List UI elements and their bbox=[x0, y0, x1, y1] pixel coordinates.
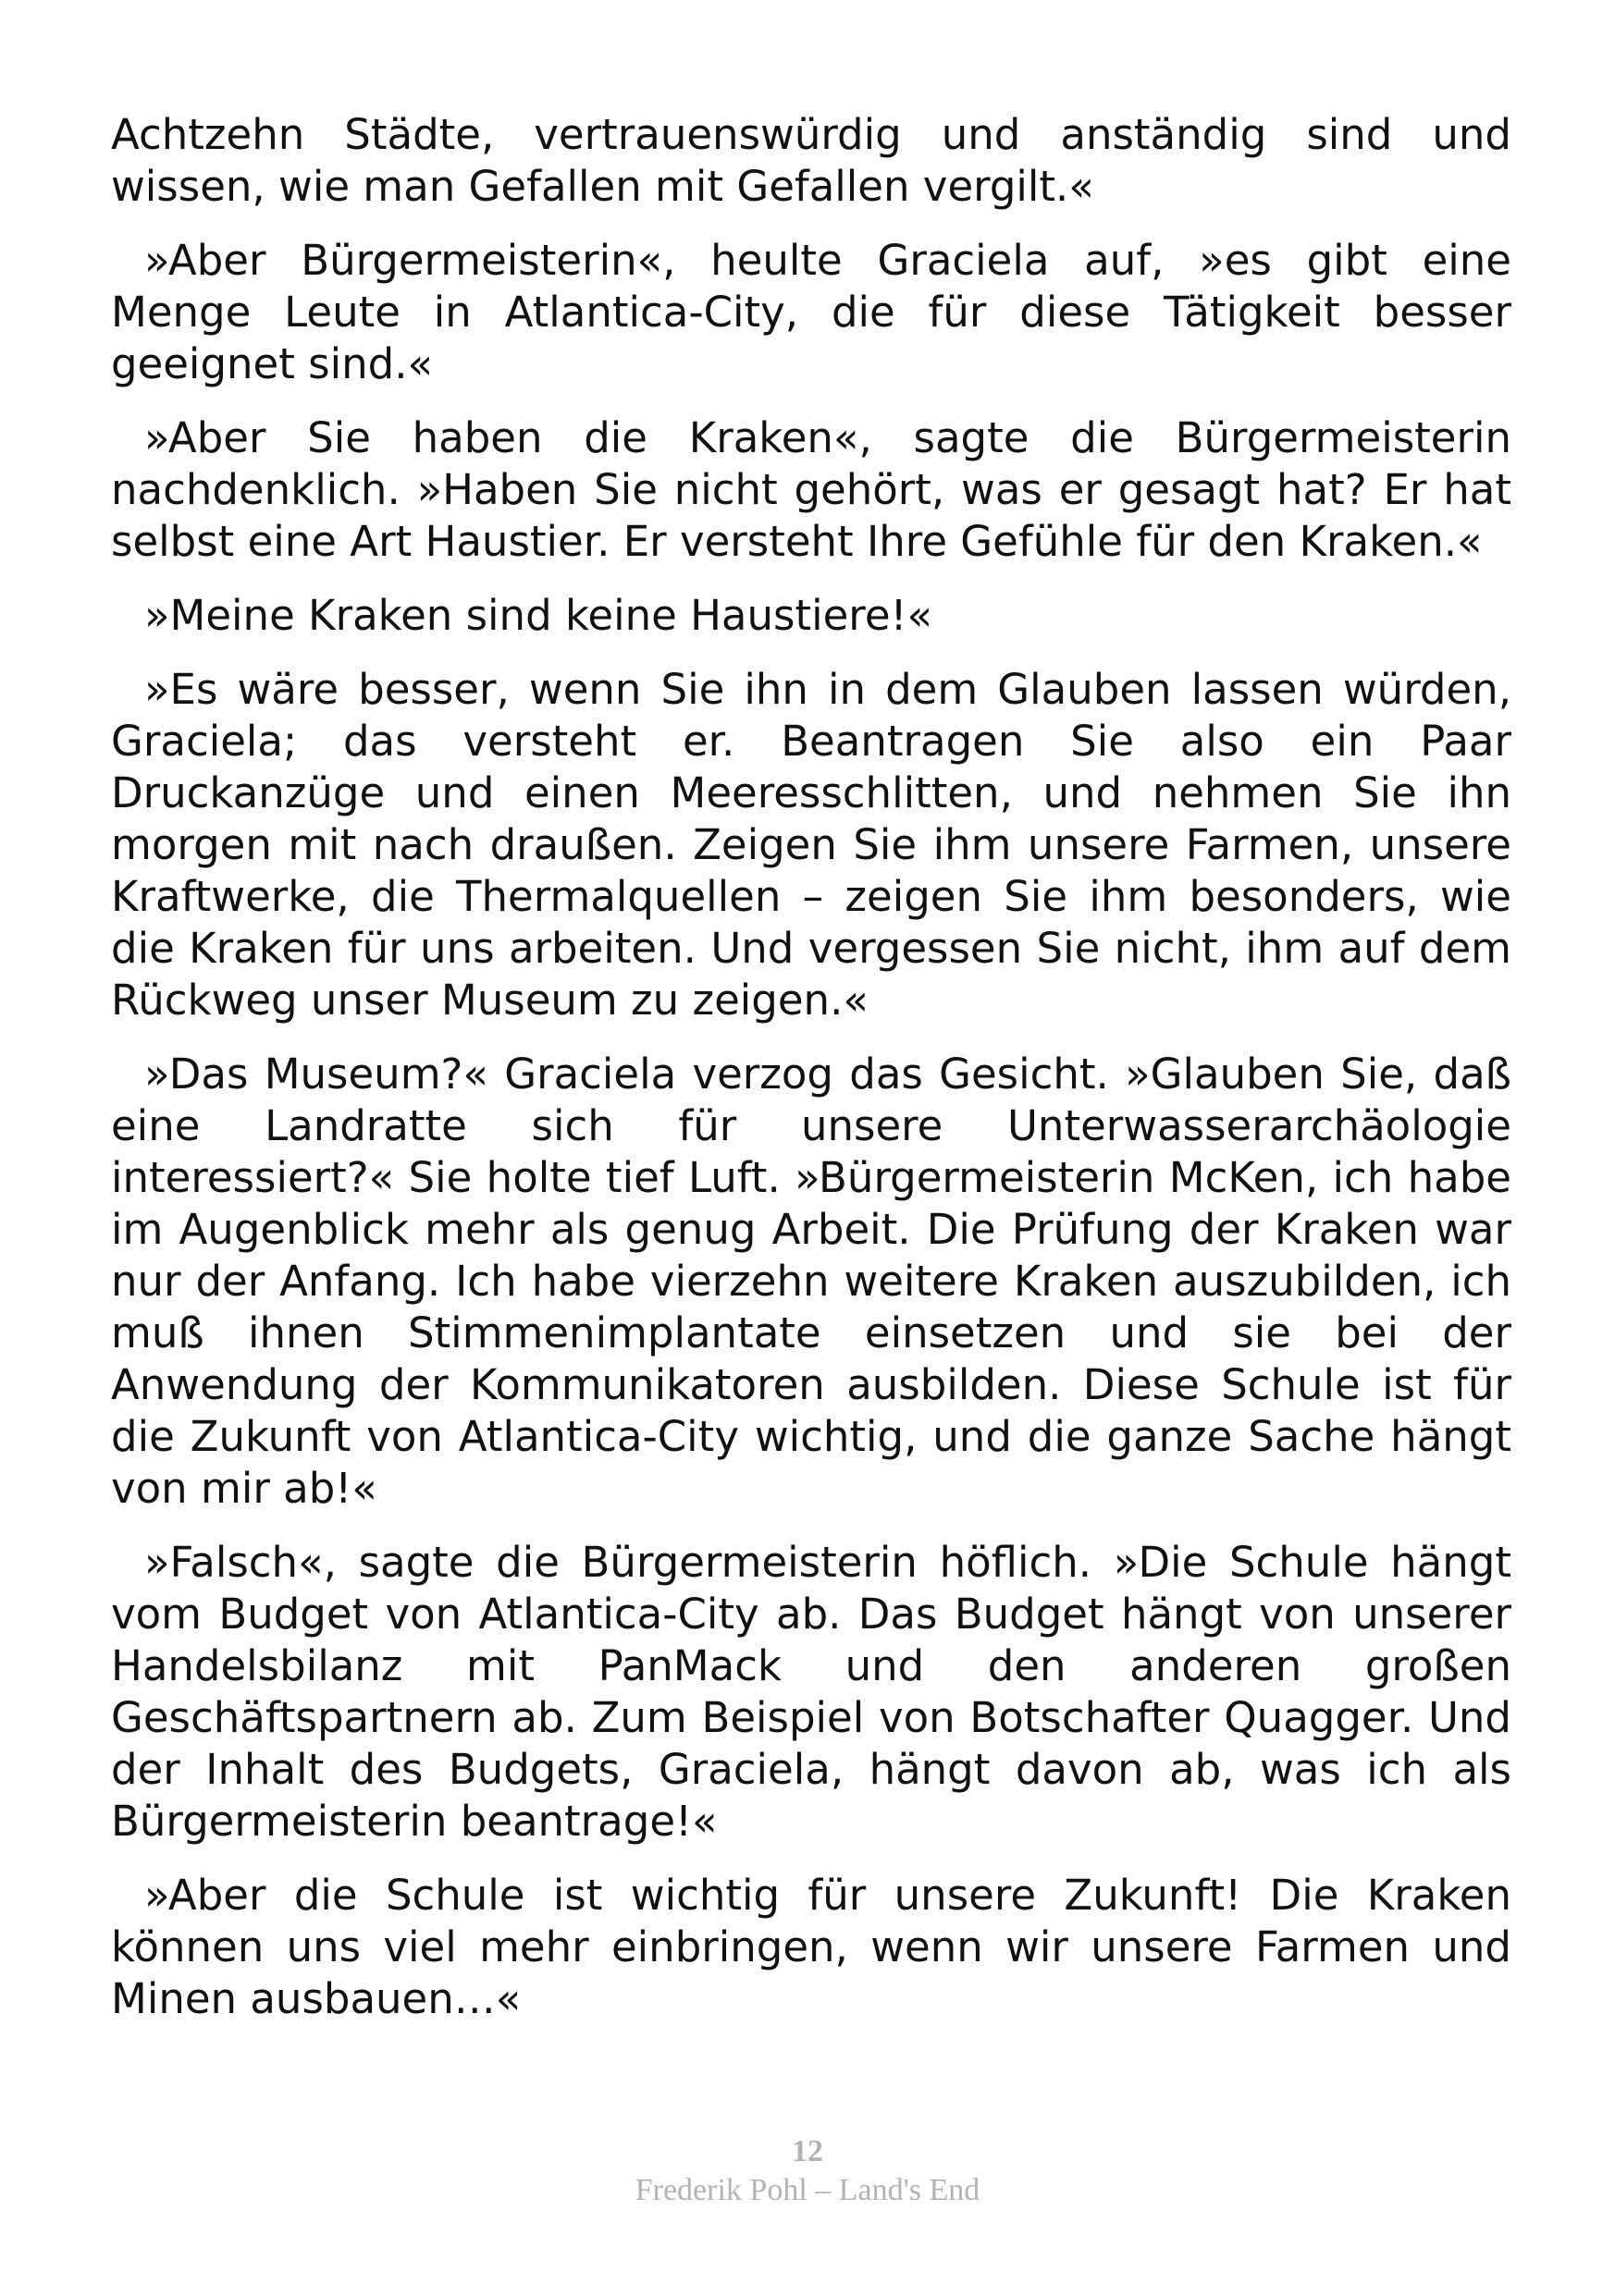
paragraph: »Meine Kraken sind keine Haustiere!« bbox=[144, 591, 933, 640]
paragraph: »Aber Bürgermeisterin«, heulte Graciela auf, »es gibt eine Menge Leute in Atlantica-City, die für diese Tätigkeit besser geeignet sind.« bbox=[111, 236, 1511, 388]
paragraph: »Falsch«, sagte die Bürgermeisterin höflich. »Die Schule hängt vom Budget von Atlantica-City ab. Das Budget hängt von unserer Handelsbilanz mit PanMack und den anderen großen Geschäftspartnern ab. Zum Beispiel von Botschafter Quagger. Und der Inhalt des Budgets, Graciela, hängt davon ab, was ich als Bürgermeisterin beantrage!« bbox=[111, 1538, 1511, 1846]
paragraph: »Es wäre besser, wenn Sie ihn in dem Glauben lassen würden, Graciela; das versteht er. Beantragen Sie also ein Paar Druckanzüge und einen Meeresschlitten, und nehmen Sie ihn morgen mit nach draußen. Zeigen Sie ihm unsere Farmen, unsere Kraftwerke, die Thermalquellen – zeigen Sie ihm besonders, wie die Kraken für uns arbeiten. Und vergessen Sie nicht, ihm auf dem Rückweg unser Museum zu zeigen.« bbox=[111, 665, 1511, 1025]
paragraph: »Das Museum?« Graciela verzog das Gesicht. »Glauben Sie, daß eine Landratte sich für unsere Unterwasserarchäologie interessiert?« Sie holte tief Luft. »Bürgermeisterin McKen, ich habe im Augenblick mehr als genug Arbeit. Die Prüfung der Kraken war nur der Anfang. Ich habe vierzehn weitere Kraken auszubilden, ich muß ihnen Stimmenimplantate einsetzen und sie bei der Anwendung der Kommunikatoren ausbilden. Diese Schule ist für die Zukunft von Atlantica-City wichtig, und die ganze Sache hängt von mir ab!« bbox=[111, 1050, 1511, 1513]
paragraph: »Aber die Schule ist wichtig für unsere Zukunft! Die Kraken können uns viel mehr einbringen, wenn wir unsere Farmen und Minen ausbauen…« bbox=[111, 1871, 1511, 2023]
book-info: Frederik Pohl – Land's End bbox=[635, 2173, 980, 2207]
paragraph: »Aber Sie haben die Kraken«, sagte die Bürgermeisterin nachdenklich. »Haben Sie nicht gehört, was er gesagt hat? Er hat selbst eine Art Haustier. Er versteht Ihre Gefühle für den Kraken.« bbox=[111, 413, 1511, 566]
body-text bbox=[111, 109, 1511, 2047]
paragraph: Achtzehn Städte, vertrauenswürdig und anständig sind und wissen, wie man Gefallen mit Gefallen vergilt.« bbox=[111, 110, 1511, 211]
page-number: 12 bbox=[792, 2134, 823, 2168]
